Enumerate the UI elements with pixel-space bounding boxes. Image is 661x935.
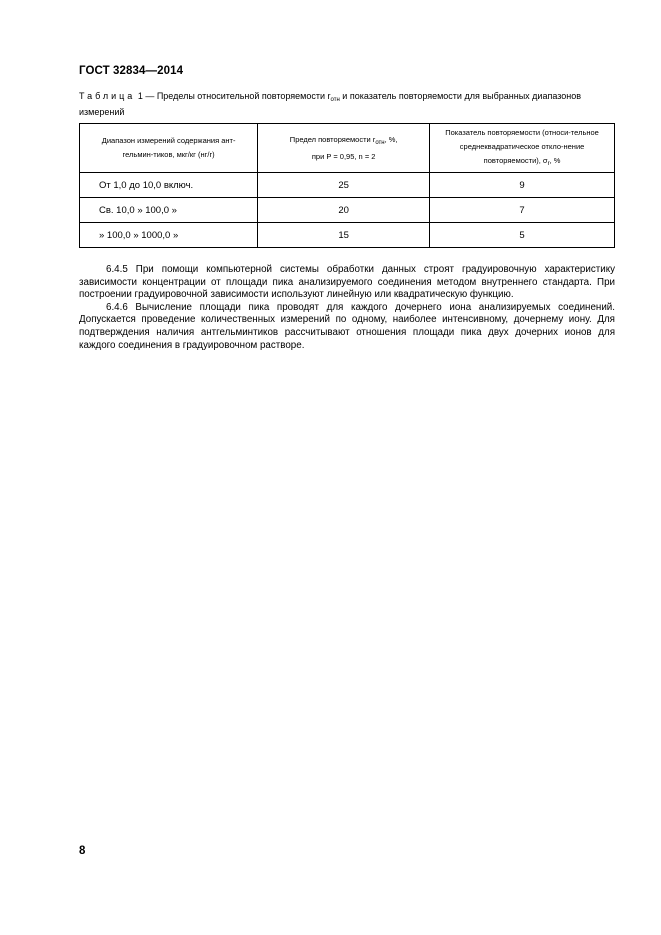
body-text [79,264,615,352]
cell-limit: 20 [258,198,430,223]
caption-subscript: отн [330,97,340,103]
table-row [80,223,615,248]
header-limit-text: Предел повторяемости r [289,134,376,144]
table-caption [79,90,615,118]
cell-range: Св. 10,0 » 100,0 » [80,198,258,223]
header-range-text: Диапазон измерений содержания ант-гельмин-тиков, мкг/кг (нг/г) [101,136,236,159]
header-limit [258,124,430,173]
cell-indicator: 9 [430,173,615,198]
page-number: 8 [79,845,86,857]
caption-number: 1 [137,91,143,101]
table-row [80,198,615,223]
cell-range: От 1,0 до 10,0 включ. [80,173,258,198]
table-row [80,173,615,198]
cell-limit: 15 [258,223,430,248]
header-indicator-text: Показатель повторяемости (относи-тельное среднеквадратическое откло-нение повторяемости), σ [445,127,599,165]
paragraph-6-4-5: 6.4.5 При помощи компьютерной системы обработки данных строят градуировочную характеристику зависимости концентрации от площади пика анализируемого соединения методом внутреннего стандарта. При построении градуировочной зависимости используют линейную или квадратическую функцию. [79,264,615,301]
header-limit-condition: при P = 0,95, n = 2 [311,151,376,161]
document-code: ГОСТ 32834—2014 [79,65,184,77]
cell-indicator: 7 [430,198,615,223]
header-indicator-suffix: , % [549,155,561,165]
caption-text-after: и показатель повторяемости для выбранных диапазонов измерений [79,91,582,117]
header-indicator [430,124,615,173]
repeatability-table [79,123,615,248]
cell-limit: 25 [258,173,430,198]
cell-range: » 100,0 » 1000,0 » [80,223,258,248]
header-limit-subscript: отн [375,139,385,146]
cell-indicator: 5 [430,223,615,248]
caption-text-before: — Пределы относительной повторяемости r [142,91,331,101]
header-limit-suffix: , %, [384,134,398,144]
caption-label: Таблица [79,91,136,101]
header-range [80,124,258,173]
paragraph-6-4-6: 6.4.6 Вычисление площади пика проводят для каждого дочернего иона анализируемых соединений. Допускается проведение количественных измерений по одному, наиболее интенсивному, дочернему иону. Для подтверждения наличия антгельминтиков рассчитывают отношения площади пика двух дочерних ионов для каждого соединения в градуировочном растворе. [79,301,615,351]
table-header-row [80,124,615,173]
header-indicator-subscript: r [547,160,550,167]
